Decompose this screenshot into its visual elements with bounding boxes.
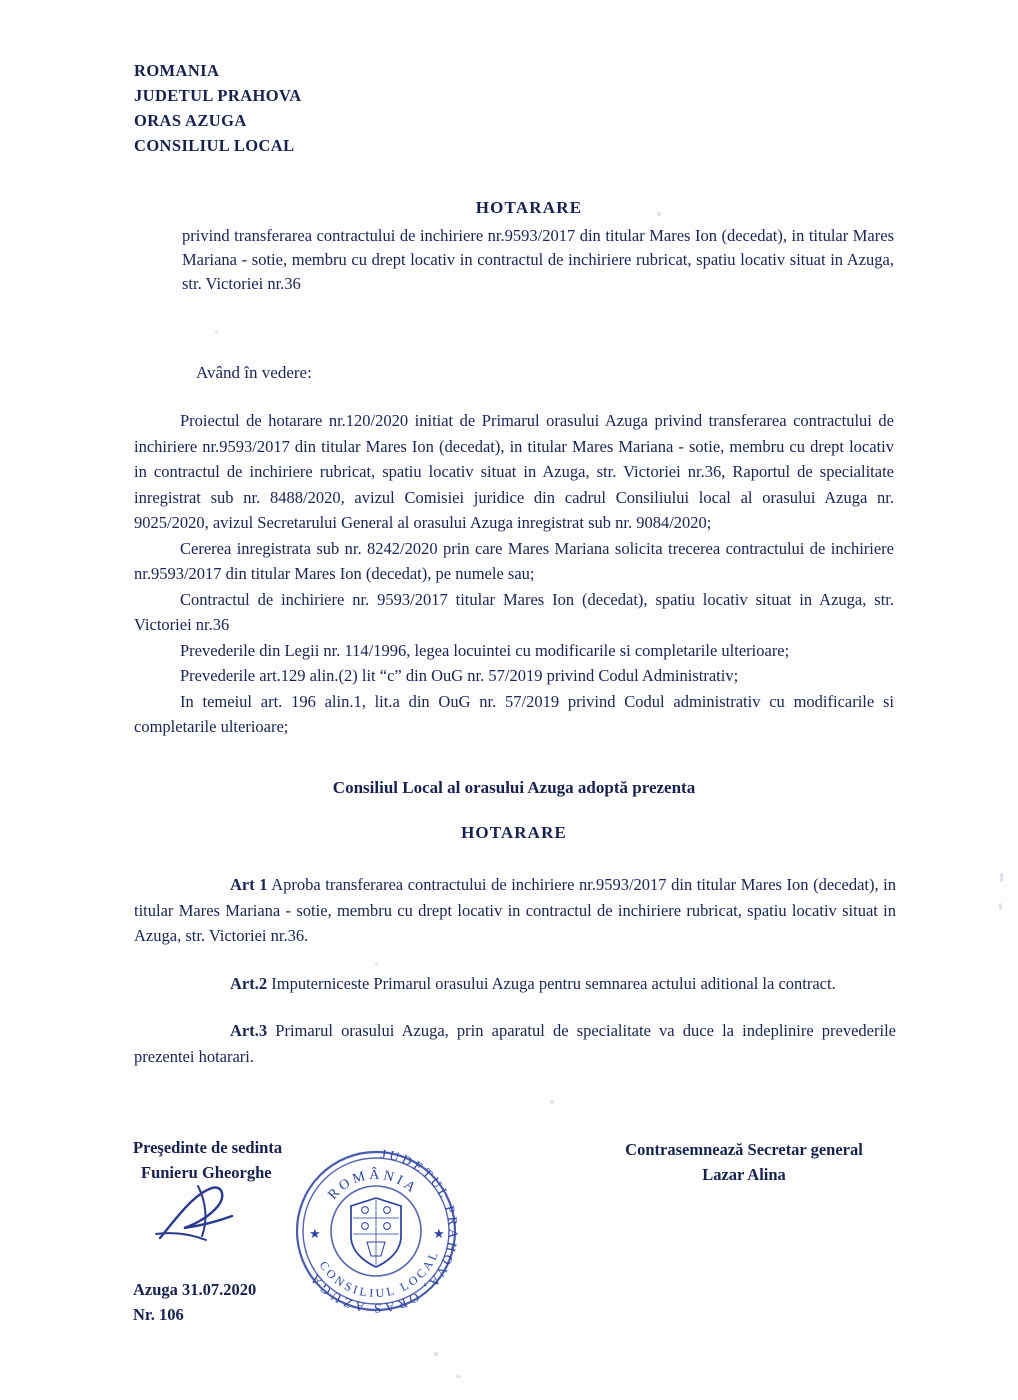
scan-speckle — [999, 903, 1002, 910]
signature-block-left — [133, 1135, 282, 1185]
document-subtitle: privind transferarea contractului de inchiriere nr.9593/2017 din titular Mares Ion (decedat), in titular Mares Mariana - sotie, membru cu drept locativ in contractul de inchiriere rubricat, spatiu locativ situat in Azuga, str. Victoriei nr.36 — [182, 226, 894, 293]
adopts-line: Consiliul Local al orasului Azuga adoptă prezenta — [332, 778, 696, 797]
secretary-role: Contrasemnează Secretar general — [625, 1140, 863, 1159]
decision-heading: HOTARARE — [461, 823, 567, 842]
article-item — [134, 872, 896, 949]
scan-speckle — [456, 1375, 461, 1378]
consideration-paragraph: Proiectul de hotarare nr.120/2020 initiat de Primarul orasului Azuga privind transferarea contractului de inchiriere nr.9593/2017 din titular Mares Ion (decedat), in titular Mares Mariana - sotie, membru cu drept locativ in contractul de inchiriere rubricat, spatiu locativ situat in Azuga, str. Victoriei nr.36, Raportul de specialitate inregistrat sub nr. 8488/2020, avizul Comisiei juridice din cadrul Consiliului local al orasului Azuga nr. 9025/2020, avizul Secretarului General al orasului Azuga inregistrat sub nr. 9084/2020; — [134, 411, 894, 532]
page-title: HOTARARE — [475, 198, 583, 217]
article-label: Art 1 — [230, 875, 268, 894]
article-label: Art.2 — [230, 973, 268, 993]
svg-text:★: ★ — [433, 1226, 445, 1241]
scan-speckle — [550, 1100, 554, 1104]
signature-block-right — [594, 1137, 894, 1187]
document-footer — [133, 1277, 256, 1327]
document-number: Nr. 106 — [133, 1305, 184, 1324]
considering-label: Având în vedere: — [196, 363, 312, 382]
scan-speckle — [215, 330, 218, 333]
header-line-city: ORAS AZUGA — [134, 111, 247, 130]
scan-speckle — [434, 1352, 438, 1356]
president-role: Preşedinte de sedinta — [133, 1138, 283, 1157]
consideration-paragraph: Prevederile art.129 alin.(2) lit “c” din OuG nr. 57/2019 privind Codul Administrativ; — [180, 666, 739, 685]
svg-text:CONSILIUL LOCAL: CONSILIUL LOCAL — [316, 1247, 442, 1301]
considerations-section — [134, 408, 894, 740]
consideration-paragraph: Contractul de inchiriere nr. 9593/2017 titular Mares Ion (decedat), spatiu locativ situat in Azuga, str. Victoriei nr.36 — [134, 589, 894, 634]
article-label: Art.3 — [230, 1021, 268, 1040]
header-line-county: JUDETUL PRAHOVA — [134, 86, 302, 105]
document-header — [134, 58, 302, 158]
president-name: Funieru Gheorghe — [141, 1163, 272, 1182]
official-stamp — [283, 1138, 469, 1324]
article-text: Primarul orasului Azuga, prin aparatul de specialitate va duce la indeplinire prevederile prezentei hotarari. — [134, 1021, 896, 1066]
svg-text:JUDETUL PRAHOVA, ORAS AZUGA: JUDETUL PRAHOVA, ORAS AZUGA — [305, 1146, 462, 1317]
handwritten-signature-icon — [150, 1176, 280, 1266]
articles-section — [134, 872, 896, 1091]
secretary-name: Lazar Alina — [702, 1165, 786, 1184]
svg-text:ROMÂNIA: ROMÂNIA — [325, 1167, 421, 1203]
header-line-country: ROMANIA — [134, 61, 220, 80]
consideration-paragraph: In temeiul art. 196 alin.1, lit.a din OuG nr. 57/2019 privind Codul administrativ cu modificarile si completarile ulterioare; — [134, 691, 894, 736]
place-date: Azuga 31.07.2020 — [133, 1280, 257, 1299]
consideration-paragraph: Prevederile din Legii nr. 114/1996, legea locuintei cu modificarile si completarile ulterioare; — [180, 640, 790, 660]
article-text: Imputerniceste Primarul orasului Azuga pentru semnarea actului aditional la contract. — [267, 973, 836, 993]
consideration-paragraph: Cererea inregistrata sub nr. 8242/2020 prin care Mares Mariana solicita trecerea contractului de inchiriere nr.9593/2017 din titular Mares Ion (decedat), pe numele sau; — [134, 538, 894, 583]
article-text: Aproba transferarea contractului de inchiriere nr.9593/2017 din titular Mares Ion (decedat), in titular Mares Mariana - sotie, membru cu drept locativ in contractul de inchiriere rubricat, spatiu locativ situat in Azuga, str. Victoriei nr.36. — [134, 875, 896, 945]
scan-speckle — [1000, 873, 1003, 882]
svg-text:★: ★ — [309, 1226, 321, 1241]
article-item — [134, 1018, 896, 1069]
title-section — [134, 198, 894, 296]
article-item — [134, 971, 896, 997]
header-line-council: CONSILIUL LOCAL — [134, 136, 295, 155]
